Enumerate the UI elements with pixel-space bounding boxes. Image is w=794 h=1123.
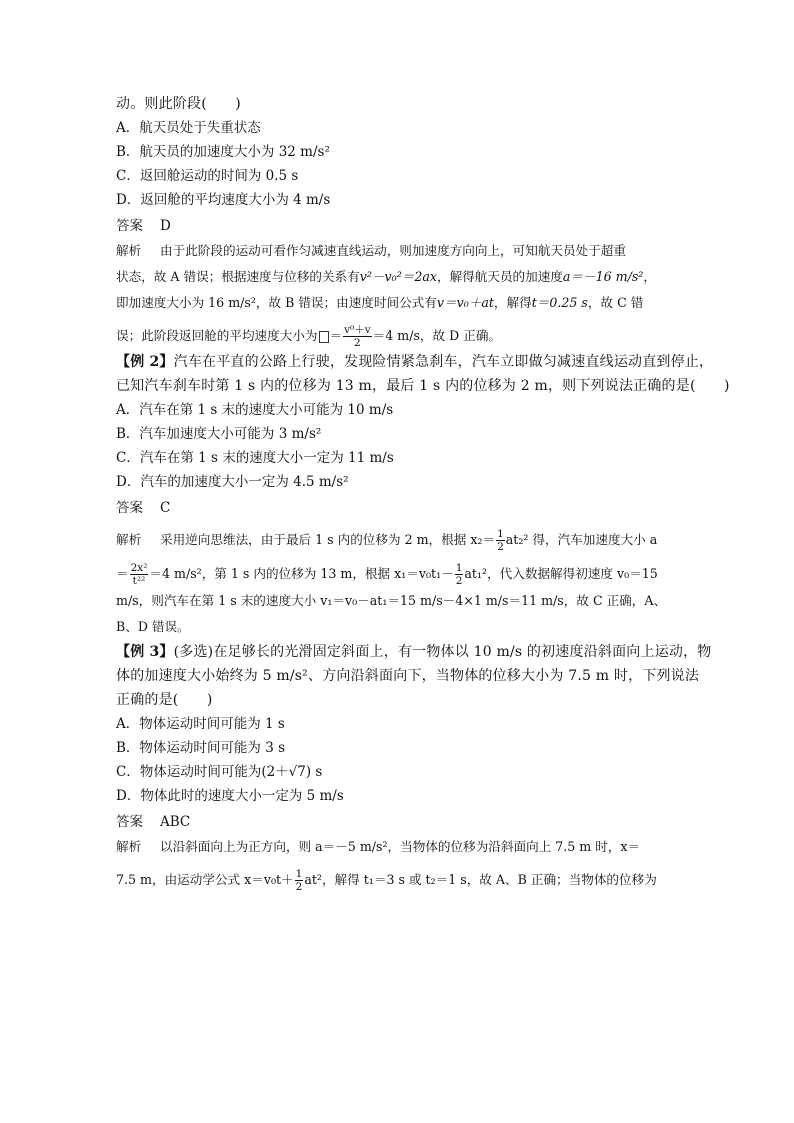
q1-option-b: B．航天员的加速度大小为 32 m/s² bbox=[116, 144, 330, 160]
q3-option-c: C．物体运动时间可能为(2＋√7) s bbox=[116, 764, 323, 780]
answer-value: ABC bbox=[160, 814, 191, 830]
q3-analysis-line-1: 解析 以沿斜面向上为正方向，则 a＝－5 m/s²，当物体的位移为沿斜面向上 7.5 m 时，x＝ bbox=[116, 834, 682, 860]
fraction: $\frac{1}{2}$ bbox=[497, 528, 504, 553]
answer-value: D bbox=[160, 218, 171, 234]
q2-option-d: D．汽车的加速度大小一定为 4.5 m/s² bbox=[116, 474, 349, 490]
answer-label: 答案 bbox=[116, 218, 143, 234]
q1-analysis-line-3: 即加速度大小为 16 m/s²，故 B 错误；由速度时间公式有v＝v₀＋at，解得t＝0.25 s，故 C 错 bbox=[116, 295, 644, 310]
q1-analysis-line-2: 状态，故 A 错误；根据速度与位移的关系有v²－v₀²＝2ax，解得航天员的加速度a＝－16 m/s²， bbox=[116, 269, 656, 284]
fraction: $\frac{1}{2}$ bbox=[455, 562, 463, 587]
analysis-label: 解析 bbox=[116, 532, 142, 547]
q1-stem-tail: 动。则此阶段( ) bbox=[116, 96, 241, 112]
answer-label: 答案 bbox=[116, 814, 143, 830]
q3-answer bbox=[116, 810, 682, 834]
q2-stem-line-1: 【例 2】汽车在平直的公路上行驶，发现险情紧急刹车，汽车立即做匀减速直线运动直到停止， bbox=[116, 354, 714, 370]
answer-label: 答案 bbox=[116, 500, 143, 516]
q2-analysis-line-1: 解析 采用逆向思维法，由于最后 1 s 内的位移为 2 m，根据 x₂＝ $\frac{1}{2}$ at₂² 得，汽车加速度大小 a bbox=[116, 520, 682, 554]
analysis-label: 解析 bbox=[116, 839, 142, 854]
q3-analysis-line-2: 7.5 m，由运动学公式 x＝v₀t＋ $\frac{1}{2}$ at²，解得 t₁＝3 s 或 t₂＝1 s，故 A、B 正确；当物体的位移为 bbox=[116, 868, 657, 893]
document-page bbox=[116, 92, 730, 894]
q3-stem-line-1: 【例 3】(多选)在足够长的光滑固定斜面上，有一物体以 10 m/s 的初速度沿斜面向上运动，物 bbox=[116, 644, 712, 660]
fraction: $\frac{\text{2x²}}{\text{t²²}}$ bbox=[130, 562, 148, 587]
fraction: $\frac{\text{v⁰＋v}}{2}$ bbox=[344, 324, 371, 349]
q3-tag: 【例 3】 bbox=[116, 644, 174, 660]
placeholder-box-icon bbox=[319, 331, 329, 343]
answer-value: C bbox=[160, 500, 171, 516]
q1-answer bbox=[116, 214, 682, 238]
q1-analysis-line-1: 解析 由于此阶段的运动可看作匀减速直线运动，则加速度方向向上，可知航天员处于超重 bbox=[116, 238, 682, 264]
q3-option-d: D．物体此时的速度大小一定为 5 m/s bbox=[116, 788, 344, 804]
q1-option-d: D．返回舱的平均速度大小为 4 m/s bbox=[116, 192, 331, 208]
q2-stem-line-2: 已知汽车刹车时第 1 s 内的位移为 13 m，最后 1 s 内的位移为 2 m，则下列说法正确的是( ) bbox=[116, 378, 730, 394]
q2-analysis-line-4: B、D 错误。 bbox=[116, 619, 190, 634]
q1-analysis-line-4: 误；此阶段返回舱的平均速度大小为 ＝ $\frac{\text{v⁰＋v}}{2}$ ＝4 m/s，故 D 正确。 bbox=[116, 324, 502, 349]
q1-option-a: A．航天员处于失重状态 bbox=[116, 120, 261, 136]
fraction: $\frac{1}{2}$ bbox=[295, 868, 303, 893]
q2-option-b: B．汽车加速度大小可能为 3 m/s² bbox=[116, 426, 322, 442]
q2-analysis-line-2: ＝ $\frac{\text{2x²}}{\text{t²²}}$ ＝4 m/s²，第 1 s 内的位移为 13 m，根据 x₁＝v₀t₁－ $\frac{1}{2}$ at₁²，代入数据解得初速度 v₀＝15 bbox=[116, 562, 658, 587]
analysis-label: 解析 bbox=[116, 243, 142, 258]
q1-option-c: C．返回舱运动的时间为 0.5 s bbox=[116, 168, 299, 184]
q2-tag: 【例 2】 bbox=[116, 354, 174, 370]
q3-stem-line-2: 体的加速度大小始终为 5 m/s²、方向沿斜面向下，当物体的位移大小为 7.5 m 时，下列说法 bbox=[116, 668, 700, 684]
q3-option-a: A．物体运动时间可能为 1 s bbox=[116, 716, 285, 732]
q3-stem-line-3: 正确的是( ) bbox=[116, 692, 213, 708]
q2-option-c: C．汽车在第 1 s 末的速度大小一定为 11 m/s bbox=[116, 450, 394, 466]
q2-option-a: A．汽车在第 1 s 末的速度大小可能为 10 m/s bbox=[116, 402, 394, 418]
q2-analysis-line-3: m/s，则汽车在第 1 s 末的速度大小 v₁＝v₀－at₁＝15 m/s－4×1 m/s＝11 m/s，故 C 正确，A、 bbox=[116, 593, 667, 608]
q3-option-b: B．物体运动时间可能为 3 s bbox=[116, 740, 286, 756]
q2-answer bbox=[116, 496, 682, 520]
